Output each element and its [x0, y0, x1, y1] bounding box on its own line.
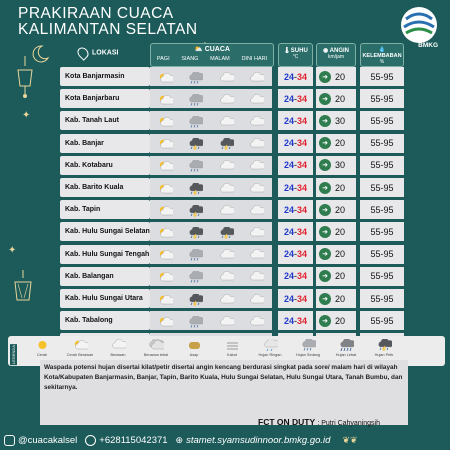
ornament-icon: ❦❦	[342, 434, 358, 445]
legend-item-label: Cerah	[36, 353, 48, 357]
cloudy-rain-icon	[188, 270, 203, 282]
wind-value: 20	[335, 226, 346, 237]
header-kelembaban: KELEMBABAN	[362, 53, 402, 59]
partly-cloudy-icon	[158, 315, 173, 327]
temp-min: 24	[283, 271, 294, 282]
cloudy-rain-icon	[188, 115, 203, 127]
temp-max: 34	[297, 226, 308, 237]
thunderstorm-icon	[188, 293, 203, 305]
legend-item	[254, 339, 286, 357]
thunderstorm-icon	[188, 204, 203, 216]
location-name: Kota Banjarmasin	[60, 67, 150, 86]
legend-item	[26, 339, 58, 357]
partly-cloudy-icon	[158, 71, 173, 83]
cloudy-icon	[249, 270, 264, 282]
wind-speed	[316, 156, 356, 175]
wind-direction-icon: ➜	[319, 93, 331, 105]
header-suhu: SUHU	[290, 48, 308, 54]
temperature: 24 - 34	[278, 245, 313, 264]
wind-value: 20	[335, 315, 346, 326]
table-row	[60, 289, 404, 308]
cloudy-icon	[249, 204, 264, 216]
wind-speed	[316, 89, 356, 108]
temperature: 24 - 34	[278, 134, 313, 153]
header-period-pagi: PAGI	[156, 56, 170, 62]
legend-item-label: Kabut	[227, 353, 237, 357]
humidity: 55-95	[360, 156, 404, 175]
humidity: 55-95	[360, 245, 404, 264]
weather-icons	[150, 222, 272, 241]
humidity: 55-95	[360, 111, 404, 130]
cloudy-icon	[249, 293, 264, 305]
cloudy-icon	[219, 115, 234, 127]
wind-speed	[316, 267, 356, 286]
star-icon: ✦	[22, 110, 31, 121]
weather-icons	[150, 134, 272, 153]
table-row	[60, 200, 404, 219]
wind-speed	[316, 134, 356, 153]
partly-cloudy-icon	[73, 339, 88, 351]
title-line-2: KALIMANTAN SELATAN	[18, 21, 198, 38]
humidity: 55-95	[360, 178, 404, 197]
legend-label: LEGENDA	[11, 345, 16, 365]
humidity: 55-95	[360, 289, 404, 308]
temp-min: 24	[283, 315, 294, 326]
temperature: 24 - 34	[278, 289, 313, 308]
header-period-siang: SIANG	[181, 56, 199, 62]
temperature: 24 - 34	[278, 311, 313, 330]
cloudy-icon	[249, 315, 264, 327]
humidity: 55-95	[360, 67, 404, 86]
header-cuaca: CUACA	[204, 46, 230, 53]
wind-direction-icon: ➜	[319, 270, 331, 282]
thermometer-icon: 🌡	[283, 48, 291, 54]
weather-icons	[150, 245, 272, 264]
light-rain-icon	[263, 339, 278, 351]
legend-item	[292, 339, 324, 357]
table-row	[60, 111, 404, 130]
cloudy-icon	[219, 159, 234, 171]
temp-max: 34	[297, 249, 308, 260]
legend-item	[330, 339, 362, 357]
fct-name: : Putri Cahyaningsih	[317, 420, 381, 427]
cloudy-icon	[219, 204, 234, 216]
table-row	[60, 134, 404, 153]
legend-item-label: Hujan Petir	[374, 353, 394, 357]
legend-item-label: Berawan tebal	[143, 353, 169, 357]
temp-min: 24	[283, 182, 294, 193]
cloudy-icon	[219, 293, 234, 305]
legend-item	[216, 339, 248, 357]
weather-icons	[150, 67, 272, 86]
wind-value: 20	[335, 182, 346, 193]
humidity-icon: 💧	[378, 47, 386, 53]
cloudy-rain-icon	[188, 248, 203, 260]
wind-speed	[316, 178, 356, 197]
footer-web[interactable]: stamet.syamsudinnoor.bmkg.go.id	[186, 434, 331, 446]
header-suhu-box	[278, 43, 313, 67]
location-name: Kab. Barito Kuala	[60, 178, 150, 197]
location-name: Kab. Balangan	[60, 267, 150, 286]
wind-direction-icon: ➜	[319, 182, 331, 194]
wind-value: 20	[335, 271, 346, 282]
moon-icon	[30, 44, 50, 69]
thunderstorm-icon	[219, 226, 234, 238]
cloudy-rain-icon	[301, 339, 316, 351]
footer-instagram[interactable]: @cuacakalsel	[18, 434, 78, 446]
header-period-dini-hari: DINI HARI	[241, 56, 268, 62]
cloudy-icon	[249, 226, 264, 238]
wind-direction-icon: ➜	[319, 115, 331, 127]
haze-icon	[187, 339, 202, 351]
temp-max: 34	[297, 115, 308, 126]
wind-value: 30	[335, 160, 346, 171]
humidity: 55-95	[360, 267, 404, 286]
cloudy-rain-icon	[188, 159, 203, 171]
whatsapp-icon	[85, 435, 96, 446]
legend-item	[368, 339, 400, 357]
wind-direction-icon: ➜	[319, 71, 331, 83]
warning-note: Waspada potensi hujan disertai kilat/petir disertai angin kencang berdurasi singkat pada sore/ malam hari di wilayah Kota/Kabupaten Banjarmasin, Banjar, Tapin, Barito Kuala, Hulu Sungai Selatan, Hulu Sungai Utara, Tanah Bumbu, dan sekitarnya.	[40, 360, 408, 425]
temp-max: 34	[297, 71, 308, 82]
cloudy-icon	[249, 71, 264, 83]
legend-item-label: Hujan Lebat	[335, 353, 357, 357]
temperature: 24 - 34	[278, 111, 313, 130]
temperature: 24 - 34	[278, 267, 313, 286]
table-row	[60, 245, 404, 264]
temp-max: 34	[297, 315, 308, 326]
title-line-1: PRAKIRAAN CUACA	[18, 5, 174, 22]
weather-icons	[150, 200, 272, 219]
temp-min: 24	[283, 293, 294, 304]
table-row	[60, 156, 404, 175]
legend-item-label: Cerah Berawan	[66, 353, 94, 357]
temperature: 24 - 34	[278, 222, 313, 241]
header-lokasi: LOKASI	[78, 47, 148, 71]
temperature: 24 - 34	[278, 67, 313, 86]
thunderstorm-icon	[188, 137, 203, 149]
cloudy-rain-icon	[188, 93, 203, 105]
table-row	[60, 222, 404, 241]
fct-label: FCT ON DUTY	[258, 417, 315, 427]
location-name: Kab. Hulu Sungai Utara	[60, 289, 150, 308]
logo-text: BMKG	[418, 42, 438, 49]
wind-direction-icon: ➜	[319, 137, 331, 149]
cloudy-icon	[219, 315, 234, 327]
humidity: 55-95	[360, 222, 404, 241]
location-name: Kab. Tapin	[60, 200, 150, 219]
wind-value: 20	[335, 138, 346, 149]
partly-cloudy-icon	[158, 137, 173, 149]
temp-max: 34	[297, 204, 308, 215]
location-name: Kab. Banjar	[60, 134, 150, 153]
location-name: Kab. Hulu Sungai Selatan	[60, 222, 150, 241]
legend-item-label: Hujan Sedang	[295, 353, 321, 357]
cloudy-icon	[249, 159, 264, 171]
header-kelembaban-unit: %	[379, 59, 385, 65]
header-angin-unit: km/jam	[327, 54, 345, 60]
partly-cloudy-icon	[158, 93, 173, 105]
wind-speed	[316, 200, 356, 219]
legend-item	[178, 339, 210, 357]
location-name: Kab. Hulu Sungai Tengah	[60, 245, 150, 264]
weather-icons	[150, 111, 272, 130]
cloudy-icon	[111, 339, 126, 351]
weather-icons	[150, 156, 272, 175]
partly-cloudy-icon	[158, 226, 173, 238]
heavy-rain-icon	[339, 339, 354, 351]
cloudy-rain-icon	[188, 71, 203, 83]
cloudy-icon	[249, 115, 264, 127]
humidity: 55-95	[360, 200, 404, 219]
sunny-icon	[35, 339, 50, 351]
temperature: 24 - 34	[278, 156, 313, 175]
temp-max: 34	[297, 93, 308, 104]
thunderstorm-icon	[219, 137, 234, 149]
overcast-icon	[149, 339, 164, 351]
cloudy-icon	[249, 93, 264, 105]
legend-item-label: Hujan Ringan	[258, 353, 282, 357]
cloudy-icon	[219, 71, 234, 83]
temp-max: 34	[297, 160, 308, 171]
partly-cloudy-icon	[158, 182, 173, 194]
partly-cloudy-icon	[158, 159, 173, 171]
web-icon: ⊕	[175, 434, 184, 445]
location-name: Kab. Kotabaru	[60, 156, 150, 175]
cloudy-icon	[219, 270, 234, 282]
cloudy-icon	[219, 182, 234, 194]
wind-value: 20	[335, 71, 346, 82]
thunderstorm-icon	[188, 226, 203, 238]
header-suhu-unit: °C	[292, 54, 299, 60]
weather-icons	[150, 89, 272, 108]
wind-direction-icon: ➜	[319, 159, 331, 171]
wind-speed	[316, 245, 356, 264]
lantern-icon	[10, 270, 36, 315]
location-pin-icon	[75, 45, 91, 61]
header-kelembaban-box	[360, 43, 404, 67]
partly-cloudy-icon	[158, 248, 173, 260]
legend-item	[102, 339, 134, 357]
table-row	[60, 178, 404, 197]
page-title	[18, 6, 198, 38]
temp-min: 24	[283, 226, 294, 237]
header-cuaca-box	[150, 43, 274, 67]
wind-speed	[316, 289, 356, 308]
wind-value: 20	[335, 93, 346, 104]
temp-max: 34	[297, 271, 308, 282]
location-name: Kab. Tabalong	[60, 311, 150, 330]
thunderstorm-icon	[188, 182, 203, 194]
humidity: 55-95	[360, 89, 404, 108]
location-name: Kab. Tanah Laut	[60, 111, 150, 130]
partly-cloudy-icon	[158, 293, 173, 305]
cloudy-icon	[249, 182, 264, 194]
table-row	[60, 267, 404, 286]
wind-speed	[316, 111, 356, 130]
header-period-malam: MALAM	[210, 56, 230, 62]
weather-icons	[150, 178, 272, 197]
wind-direction-icon: ➜	[319, 293, 331, 305]
instagram-icon	[4, 435, 15, 446]
cloud-sun-icon: ⛅	[194, 46, 203, 53]
legend-item	[140, 339, 172, 357]
wind-direction-icon: ➜	[319, 248, 331, 260]
wind-direction-icon: ➜	[319, 315, 331, 327]
cloudy-icon	[219, 248, 234, 260]
partly-cloudy-icon	[158, 270, 173, 282]
weather-icons	[150, 311, 272, 330]
header-angin: ANGIN	[329, 48, 350, 54]
temperature: 24 - 34	[278, 178, 313, 197]
table-row	[60, 311, 404, 330]
wind-value: 30	[335, 115, 346, 126]
table-row	[60, 89, 404, 108]
temp-max: 34	[297, 182, 308, 193]
header-angin-box	[316, 43, 356, 67]
wind-direction-icon: ➜	[319, 204, 331, 216]
wind-value: 20	[335, 293, 346, 304]
humidity: 55-95	[360, 134, 404, 153]
star-icon: ✦	[8, 245, 17, 256]
weather-icons	[150, 267, 272, 286]
temp-min: 24	[283, 160, 294, 171]
legend-item	[64, 339, 96, 357]
partly-cloudy-icon	[158, 115, 173, 127]
temp-min: 24	[283, 138, 294, 149]
legend-item-label: Berawan	[110, 353, 126, 357]
temperature: 24 - 34	[278, 89, 313, 108]
wind-value: 20	[335, 204, 346, 215]
thunderstorm-icon	[377, 339, 392, 351]
fog-icon	[225, 339, 240, 351]
temp-min: 24	[283, 204, 294, 215]
cloudy-icon	[249, 137, 264, 149]
temp-min: 24	[283, 115, 294, 126]
wind-icon: ◉	[322, 48, 329, 54]
cloudy-icon	[219, 93, 234, 105]
cloudy-rain-icon	[188, 315, 203, 327]
forecaster-on-duty	[258, 417, 380, 427]
cloudy-icon	[249, 248, 264, 260]
footer-phone[interactable]: +628115042371	[99, 434, 168, 446]
temp-max: 34	[297, 293, 308, 304]
wind-speed	[316, 311, 356, 330]
weather-icons	[150, 289, 272, 308]
wind-speed	[316, 222, 356, 241]
wind-direction-icon: ➜	[319, 226, 331, 238]
humidity: 55-95	[360, 311, 404, 330]
legend-item-label: Asap	[189, 353, 199, 357]
temperature: 24 - 34	[278, 200, 313, 219]
temp-min: 24	[283, 93, 294, 104]
footer	[0, 430, 450, 450]
temp-min: 24	[283, 249, 294, 260]
table-row	[60, 67, 404, 86]
temp-max: 34	[297, 138, 308, 149]
wind-value: 20	[335, 249, 346, 260]
location-name: Kota Banjarbaru	[60, 89, 150, 108]
wind-speed	[316, 67, 356, 86]
partly-cloudy-icon	[158, 204, 173, 216]
temp-min: 24	[283, 71, 294, 82]
